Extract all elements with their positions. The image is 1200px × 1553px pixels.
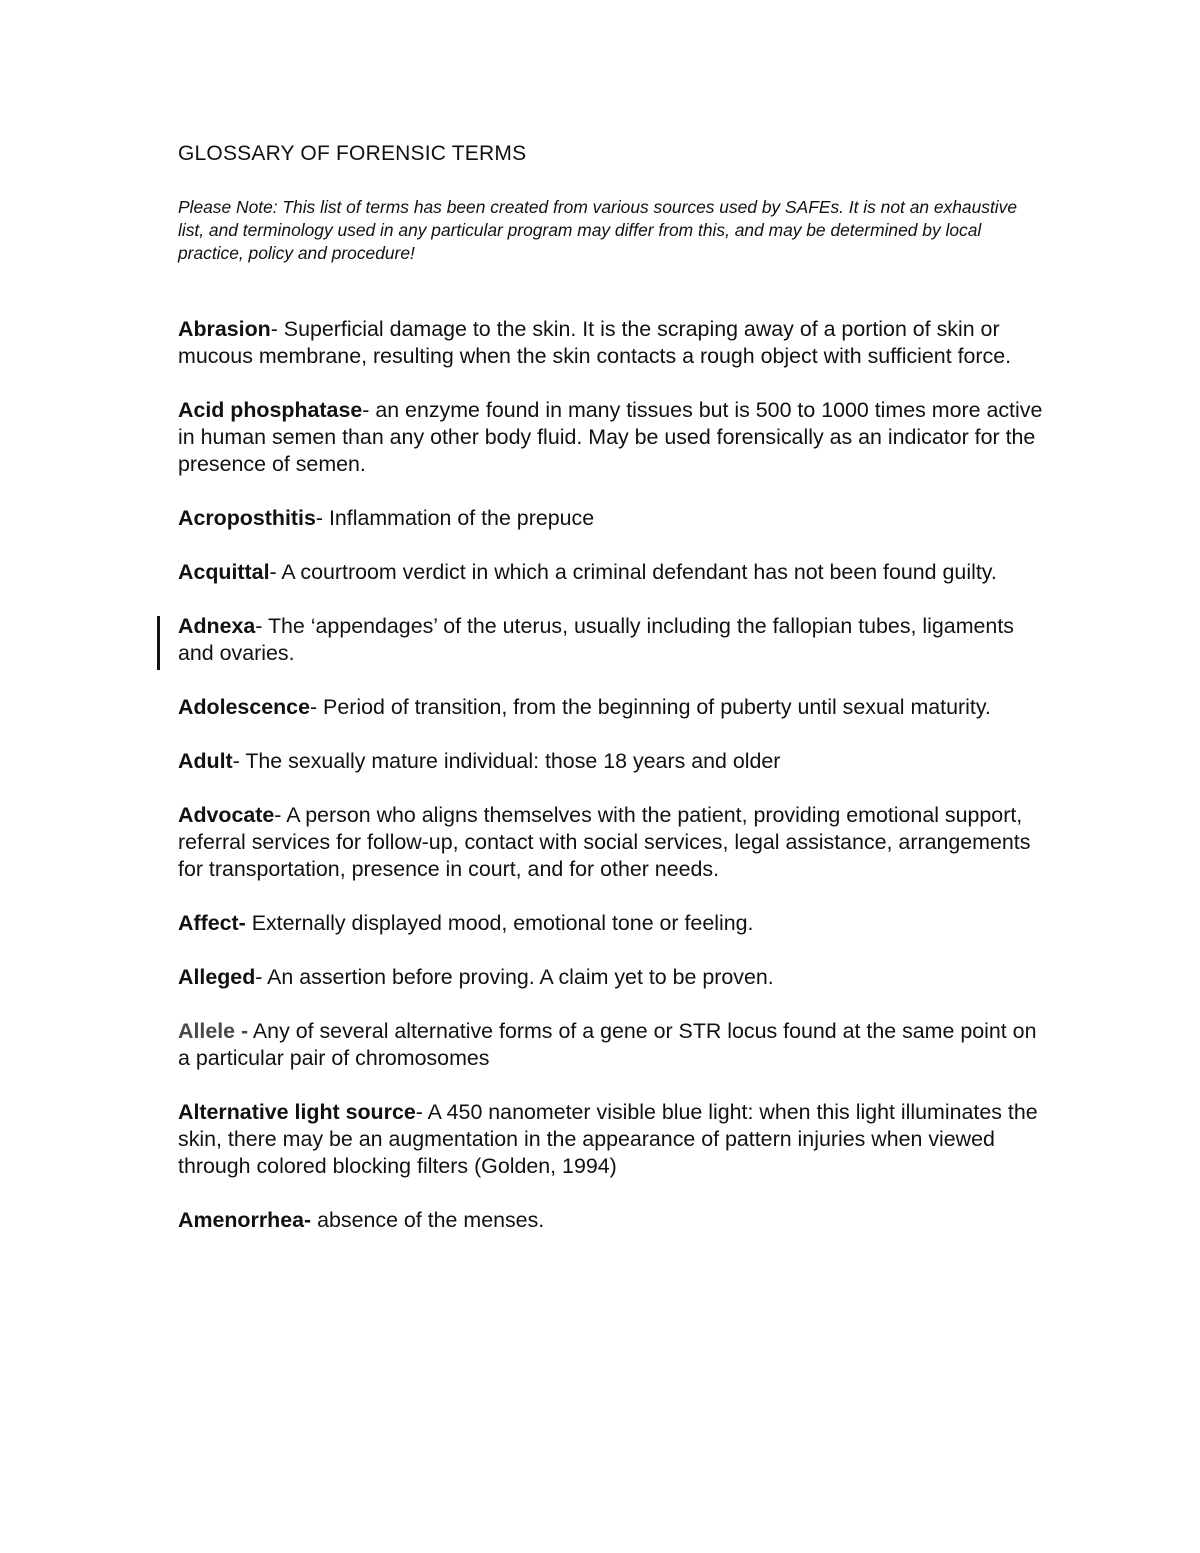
page-title: GLOSSARY OF FORENSIC TERMS bbox=[178, 142, 527, 165]
glossary-term: Acquittal bbox=[178, 560, 270, 584]
glossary-term: Advocate bbox=[178, 803, 275, 827]
glossary-list bbox=[178, 316, 1048, 1261]
glossary-entry bbox=[178, 1207, 1048, 1234]
glossary-entry bbox=[178, 397, 1048, 478]
glossary-entry bbox=[178, 910, 1048, 937]
glossary-term: Alleged bbox=[178, 965, 256, 989]
glossary-definition: Superficial damage to the skin. It is the scraping away of a portion of skin or mucous membrane, resulting when the skin contacts a rough object with sufficient force. bbox=[178, 317, 1012, 368]
glossary-term: Abrasion bbox=[178, 317, 271, 341]
glossary-definition: an enzyme found in many tissues but is 500 to 1000 times more active in human semen than any other body fluid. May be used forensically as an indicator for the presence of semen. bbox=[178, 398, 1043, 476]
glossary-definition: Period of transition, from the beginning of puberty until sexual maturity. bbox=[323, 695, 991, 719]
glossary-definition: The ‘appendages’ of the uterus, usually including the fallopian tubes, ligaments and ovaries. bbox=[178, 614, 1014, 665]
term-separator: - bbox=[415, 1100, 428, 1124]
glossary-entry bbox=[178, 964, 1048, 991]
term-separator: - bbox=[269, 560, 282, 584]
term-separator: - bbox=[255, 614, 268, 638]
glossary-entry bbox=[178, 748, 1048, 775]
glossary-entry bbox=[178, 505, 1048, 532]
glossary-definition: A 450 nanometer visible blue light: when this light illuminates the skin, there may be an augmentation in the appearance of pattern injuries when viewed through colored blocking filters (Golden, 1994) bbox=[178, 1100, 1038, 1178]
term-separator: - bbox=[232, 749, 246, 773]
glossary-definition: The sexually mature individual: those 18 years and older bbox=[245, 749, 781, 773]
glossary-entry bbox=[178, 802, 1048, 883]
glossary-definition: A courtroom verdict in which a criminal defendant has not been found guilty. bbox=[281, 560, 997, 584]
glossary-term: Acid phosphatase bbox=[178, 398, 363, 422]
term-separator: - bbox=[270, 317, 284, 341]
term-separator: - bbox=[309, 695, 324, 719]
glossary-definition: An assertion before proving. A claim yet to be proven. bbox=[267, 965, 774, 989]
glossary-entry bbox=[178, 316, 1048, 370]
glossary-term: Amenorrhea- bbox=[178, 1208, 312, 1232]
glossary-term: Affect- bbox=[178, 911, 246, 935]
term-separator: - bbox=[315, 506, 329, 530]
disclaimer-note: Please Note: This list of terms has been created from various sources used by SAFEs. It is not an exhaustive list, and terminology used in any particular program may differ from this, and may be determined by local practice, policy and procedure! bbox=[178, 197, 1018, 263]
glossary-definition: Any of several alternative forms of a gene or STR locus found at the same point on a particular pair of chromosomes bbox=[178, 1019, 1037, 1070]
glossary-term: Adnexa bbox=[178, 614, 256, 638]
glossary-definition: A person who aligns themselves with the patient, providing emotional support, referral services for follow-up, contact with social services, legal assistance, arrangements for transportation, presence in court, and for other needs. bbox=[178, 803, 1031, 881]
glossary-term: Adult bbox=[178, 749, 233, 773]
glossary-term: Alternative light source bbox=[178, 1100, 416, 1124]
glossary-entry bbox=[178, 613, 1048, 667]
glossary-entry bbox=[178, 1018, 1048, 1072]
glossary-entry bbox=[178, 559, 1048, 586]
revision-change-bar bbox=[157, 616, 160, 670]
glossary-term: Acroposthitis bbox=[178, 506, 316, 530]
glossary-definition: Externally displayed mood, emotional tone or feeling. bbox=[251, 911, 754, 935]
glossary-definition: absence of the menses. bbox=[317, 1208, 545, 1232]
glossary-definition: Inflammation of the prepuce bbox=[328, 506, 595, 530]
glossary-entry bbox=[178, 694, 1048, 721]
glossary-term: Allele - bbox=[178, 1019, 249, 1043]
term-separator: - bbox=[274, 803, 287, 827]
term-separator: - bbox=[255, 965, 268, 989]
glossary-entry bbox=[178, 1099, 1048, 1180]
glossary-term: Adolescence bbox=[178, 695, 310, 719]
term-separator: - bbox=[362, 398, 376, 422]
